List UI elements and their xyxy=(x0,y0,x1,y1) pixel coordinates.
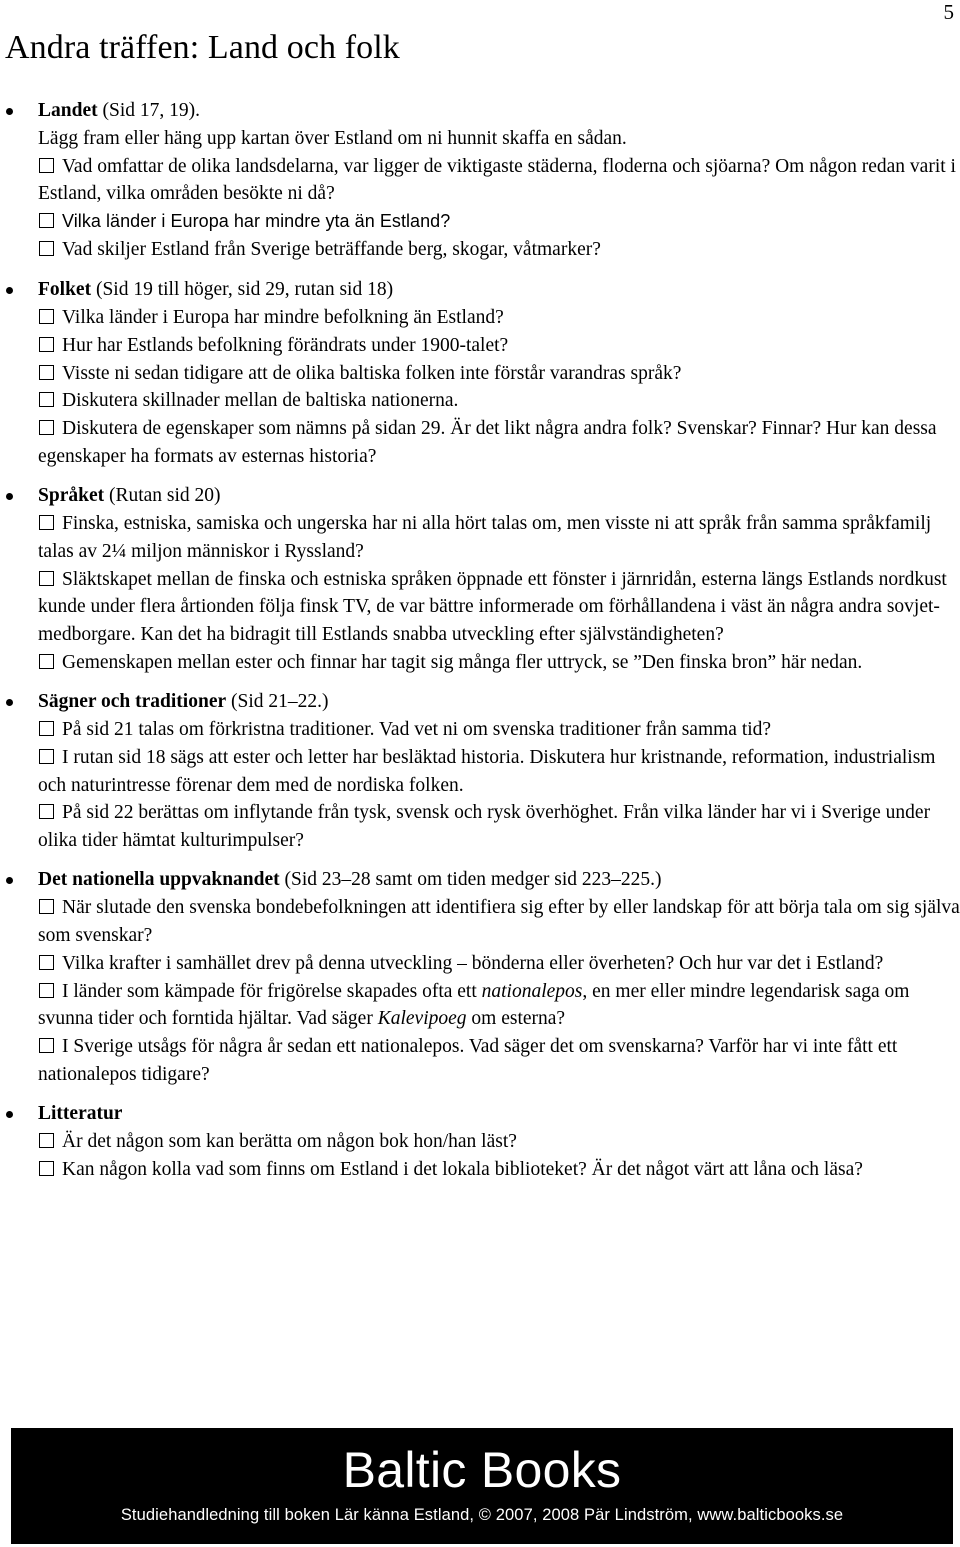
section-heading-line xyxy=(38,482,960,510)
brand-logo-text: Baltic Books xyxy=(342,1442,622,1498)
checkbox-icon xyxy=(39,749,54,764)
bullet-icon xyxy=(6,1111,13,1118)
question-text-part: om esterna? xyxy=(466,1008,566,1030)
bullet-icon xyxy=(6,287,13,294)
question-text-part: I länder som kämpade för frigörelse skapades ofta ett xyxy=(62,980,482,1002)
section-spraket xyxy=(0,482,960,677)
question-text: Vad omfattar de olika landsdelarna, var ligger de viktigaste städerna, floderna och sjöarna? Om någon redan varit i Estland, vilka områden besökte ni då? xyxy=(38,155,956,205)
question-text: Gemenskapen mellan ester och finnar har tagit sig många fler uttryck, se ”Den finska bron” här nedan. xyxy=(62,652,863,674)
checkbox-icon xyxy=(39,955,54,970)
question-text: Vilka krafter i samhället drev på denna utveckling – bönderna eller överheten? Och hur var det i Estland? xyxy=(62,952,884,974)
question-item xyxy=(38,510,960,566)
question-item xyxy=(38,716,960,744)
question-item xyxy=(38,978,960,1034)
question-text: I rutan sid 18 sägs att ester och letter har besläktad historia. Diskutera hur kristnande, reformation, industrialism och naturintresse förenar dem med de nordiska folken. xyxy=(38,746,936,796)
question-item xyxy=(38,1033,960,1089)
question-text: Finska, estniska, samiska och ungerska har ni alla hört talas om, men visste ni att språk från samma språkfamilj talas av 2¼ miljon människor i Ryssland? xyxy=(38,513,932,562)
checkbox-icon xyxy=(39,213,54,228)
question-text: Är det någon som kan berätta om någon bok hon/han läst? xyxy=(62,1130,517,1152)
section-folket xyxy=(0,276,960,471)
section-nationella xyxy=(0,866,960,1088)
section-landet xyxy=(0,97,960,264)
section-sagner xyxy=(0,688,960,855)
page-title: Andra träffen: Land och folk xyxy=(5,29,400,66)
bullet-icon xyxy=(6,108,13,115)
question-text: Vilka länder i Europa har mindre yta än Estland? xyxy=(62,211,451,232)
question-item xyxy=(38,799,960,855)
checkbox-icon xyxy=(39,571,54,586)
page-reference: (Sid 19 till höger, sid 29, rutan sid 18) xyxy=(91,279,394,301)
section-heading: Landet xyxy=(38,100,98,121)
checkbox-icon xyxy=(39,337,54,352)
section-heading: Språket xyxy=(38,485,105,507)
bullet-icon xyxy=(6,877,13,884)
question-item xyxy=(38,415,960,471)
question-text: Diskutera de egenskaper som nämns på sidan 29. Är det likt några andra folk? Svenskar? Finnar? Hur kan dessa egenskaper ha formats av esternas historia? xyxy=(38,418,937,468)
question-item xyxy=(38,387,960,415)
question-item xyxy=(38,304,960,332)
page-number: 5 xyxy=(943,0,954,24)
checkbox-icon xyxy=(39,654,54,669)
section-heading: Sägner och traditioner xyxy=(38,691,227,713)
page-reference: (Rutan sid 20) xyxy=(104,485,221,507)
question-text-part: , en mer eller mindre legendarisk saga om svunna tider och forntida hjältar. Vad säger xyxy=(38,980,910,1030)
question-text: När slutade den svenska bondebefolkningen att identifiera sig efter by eller landskap för att börja tala om sig själva som svenskar? xyxy=(38,897,960,946)
intro-text: Lägg fram eller häng upp kartan över Estland om ni hunnit skaffa en sådan. xyxy=(38,127,627,149)
question-item xyxy=(38,153,960,209)
section-heading-line xyxy=(38,276,960,304)
question-item xyxy=(38,236,960,264)
checkbox-icon xyxy=(39,721,54,736)
checkbox-icon xyxy=(39,515,54,530)
checkbox-icon xyxy=(39,420,54,435)
question-item xyxy=(38,894,960,950)
question-text: Visste ni sedan tidigare att de olika baltiska folken inte förstår varandras språk? xyxy=(62,362,682,384)
checkbox-icon xyxy=(39,241,54,256)
question-item xyxy=(38,744,960,800)
question-item xyxy=(38,360,960,388)
checkbox-icon xyxy=(39,1038,54,1053)
page-reference: (Sid 17, 19). xyxy=(97,100,200,121)
emphasized-term: nationalepos xyxy=(481,980,583,1002)
question-item xyxy=(38,950,960,978)
checkbox-icon xyxy=(39,1133,54,1148)
section-heading-line xyxy=(38,1100,960,1128)
checkbox-icon xyxy=(39,899,54,914)
checkbox-icon xyxy=(39,983,54,998)
page-reference: (Sid 21–22.) xyxy=(226,691,329,713)
section-heading-line xyxy=(38,688,960,716)
bullet-icon xyxy=(6,699,13,706)
question-text: Släktskapet mellan de finska och estniska språken öppnade ett fönster i järnridån, esterna längs Estlands nordkust kunde under flera årtionden följa finsk TV, de var bättre informerade om förhållandena i väst än några andra sovjet-medborgare. Kan det ha bidragit till Estlands snabba utveckling efter självständigheten? xyxy=(38,568,947,646)
question-item xyxy=(38,649,960,677)
emphasized-term: Kalevipoeg xyxy=(377,1008,467,1030)
question-item xyxy=(38,332,960,360)
checkbox-icon xyxy=(39,309,54,324)
question-text: Kan någon kolla vad som finns om Estland i det lokala biblioteket? Är det något värt att låna och läsa? xyxy=(62,1158,863,1180)
question-text: Hur har Estlands befolkning förändrats under 1900-talet? xyxy=(62,334,509,356)
question-text: Diskutera skillnader mellan de baltiska nationerna. xyxy=(62,390,459,412)
question-text: Vilka länder i Europa har mindre befolkning än Estland? xyxy=(62,307,504,329)
question-text: Vad skiljer Estland från Sverige beträffande berg, skogar, våtmarker? xyxy=(62,238,601,260)
checkbox-icon xyxy=(39,1161,54,1176)
bullet-icon xyxy=(6,493,13,500)
page-reference: (Sid 23–28 samt om tiden medger sid 223–225.) xyxy=(279,869,662,891)
footer-banner xyxy=(11,1428,953,1544)
section-heading: Folket xyxy=(38,279,92,301)
question-item xyxy=(38,1128,960,1156)
question-list xyxy=(0,97,960,1195)
question-item xyxy=(38,566,960,649)
checkbox-icon xyxy=(39,392,54,407)
section-heading: Det nationella uppvaknandet xyxy=(38,869,280,891)
question-item xyxy=(38,1156,960,1184)
checkbox-icon xyxy=(39,365,54,380)
checkbox-icon xyxy=(39,804,54,819)
footer-caption: Studiehandledning till boken Lär känna Estland, © 2007, 2008 Pär Lindström, www.balticbooks.se xyxy=(120,1506,844,1524)
question-item xyxy=(38,208,960,236)
question-text: På sid 21 talas om förkristna traditioner. Vad vet ni om svenska traditioner från samma tid? xyxy=(62,719,772,741)
checkbox-icon xyxy=(39,158,54,173)
section-heading-line xyxy=(38,866,960,894)
section-heading-line xyxy=(38,97,960,125)
question-text: På sid 22 berättas om inflytande från tysk, svensk och rysk överhöghet. Från vilka länder har vi i Sverige under olika tider hämtat kulturimpulser? xyxy=(38,802,931,852)
section-litteratur xyxy=(0,1100,960,1183)
section-heading: Litteratur xyxy=(38,1103,123,1125)
question-text: I Sverige utsågs för några år sedan ett nationalepos. Vad säger det om svenskarna? Varför har vi inte fått ett nationalepos tidigare? xyxy=(38,1036,898,1085)
